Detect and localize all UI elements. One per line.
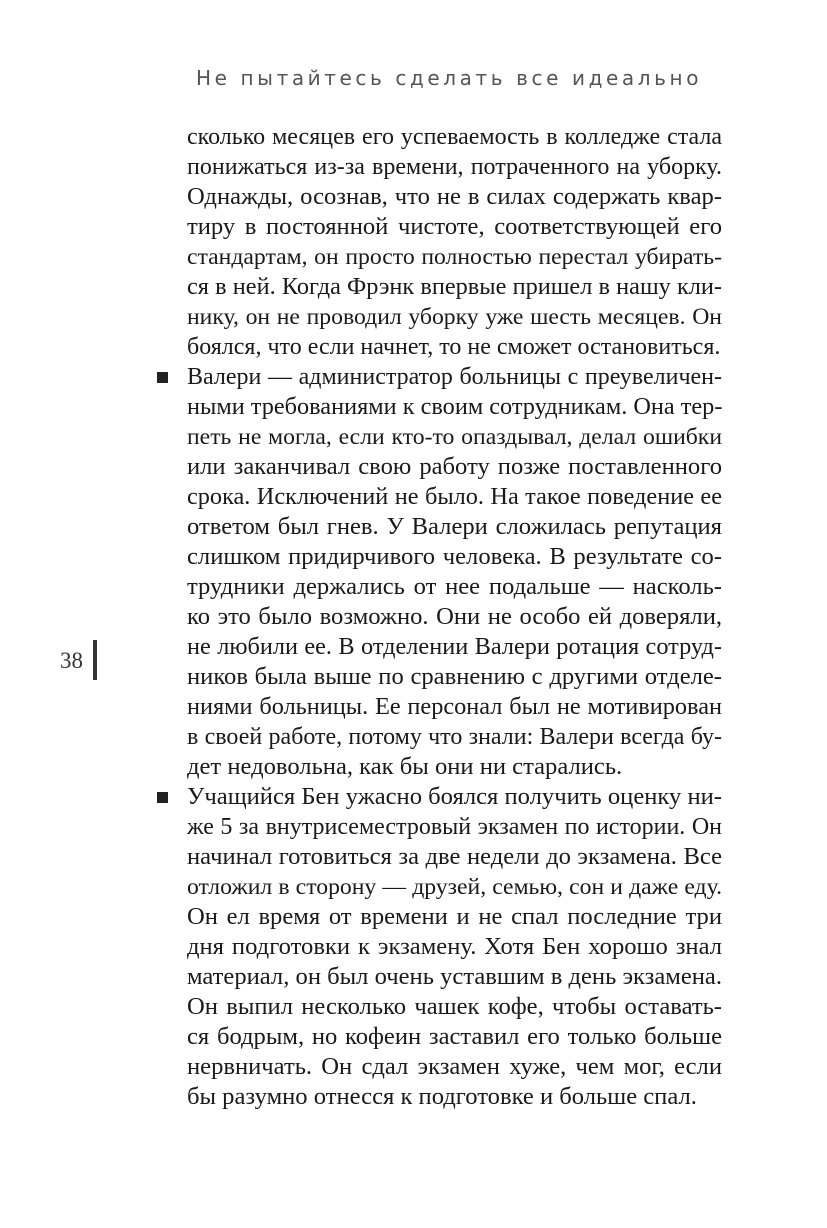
text-line: или заканчивал свою работу позже поставленного: [187, 453, 722, 480]
text-line: ников была выше по сравнению с другими отделе-: [187, 663, 722, 690]
text-line: ко это было возможно. Они не особо ей доверяли,: [187, 603, 722, 630]
text-line: бы разумно отнесся к подготовке и больше спал.: [187, 1083, 697, 1110]
text-line: срока. Исключений не было. На такое поведение ее: [187, 483, 722, 510]
text-line: в своей работе, потому что знали: Валери всегда бу-: [187, 724, 722, 750]
text-line: отложил в сторону — друзей, семью, сон и даже еду.: [187, 874, 722, 900]
text-line: Однажды, осознав, что не в силах содержать квар-: [187, 183, 722, 210]
square-bullet-icon: [157, 792, 168, 803]
text-line: трудники держались от нее подальше — насколь-: [187, 573, 722, 600]
paragraph-frank-continuation: [187, 122, 722, 362]
text-line: ниями больницы. Ее персонал был не мотивирован: [187, 693, 722, 720]
text-line: Он выпил несколько чашек кофе, чтобы оставать-: [187, 993, 722, 1020]
text-line: ся бодрым, но кофеин заставил его только больше: [187, 1023, 722, 1050]
text-line: понижаться из-за времени, потраченного на уборку.: [187, 154, 722, 180]
text-line: Он ел время от времени и не спал последние три: [187, 903, 722, 930]
bullet-item-valerie: [187, 362, 722, 782]
text-line: сколько месяцев его успеваемость в колледже стала: [187, 124, 722, 150]
text-line: тиру в постоянной чистоте, соответствующей его: [187, 213, 722, 240]
text-line: слишком придирчивого человека. В результате со-: [187, 543, 722, 570]
square-bullet-icon: [157, 372, 168, 383]
text-line: же 5 за внутрисеместровый экзамен по истории. Он: [187, 814, 722, 840]
text-line: петь не могла, если кто-то опаздывал, делал ошибки: [187, 424, 722, 450]
text-line: материал, он был очень уставшим в день экзамена.: [187, 963, 722, 990]
text-line: ными требованиями к своим сотрудникам. Она тер-: [187, 393, 723, 420]
text-line: ся в ней. Когда Фрэнк впервые пришел в нашу кли-: [187, 273, 722, 300]
text-line: боялся, что если начнет, то не сможет остановиться.: [187, 334, 721, 360]
text-line: нервничать. Он сдал экзамен хуже, чем мог, если: [187, 1053, 722, 1080]
text-line: не любили ее. В отделении Валери ротация сотруд-: [187, 633, 722, 660]
text-line: Валери — администратор больницы с преувеличен-: [187, 364, 722, 390]
text-line: Учащийся Бен ужасно боялся получить оценку ни-: [187, 783, 722, 810]
bullet-item-ben: [187, 782, 722, 1112]
text-line: ответом был гнев. У Валери сложилась репутация: [187, 513, 722, 540]
text-line: стандартам, он просто полностью перестал убирать-: [187, 244, 722, 270]
text-line: нику, он не проводил уборку уже шесть месяцев. Он: [187, 304, 722, 330]
page-number-rule: [93, 640, 97, 680]
text-line: дет недовольна, как бы они ни старались.: [187, 753, 623, 780]
text-line: дня подготовки к экзамену. Хотя Бен хорошо знал: [187, 933, 722, 960]
body-text: [187, 122, 722, 1112]
running-header: Не пытайтесь сделать все идеально: [196, 66, 703, 90]
text-line: начинал готовиться за две недели до экзамена. Все: [187, 843, 722, 870]
page-number: 38: [60, 648, 83, 673]
